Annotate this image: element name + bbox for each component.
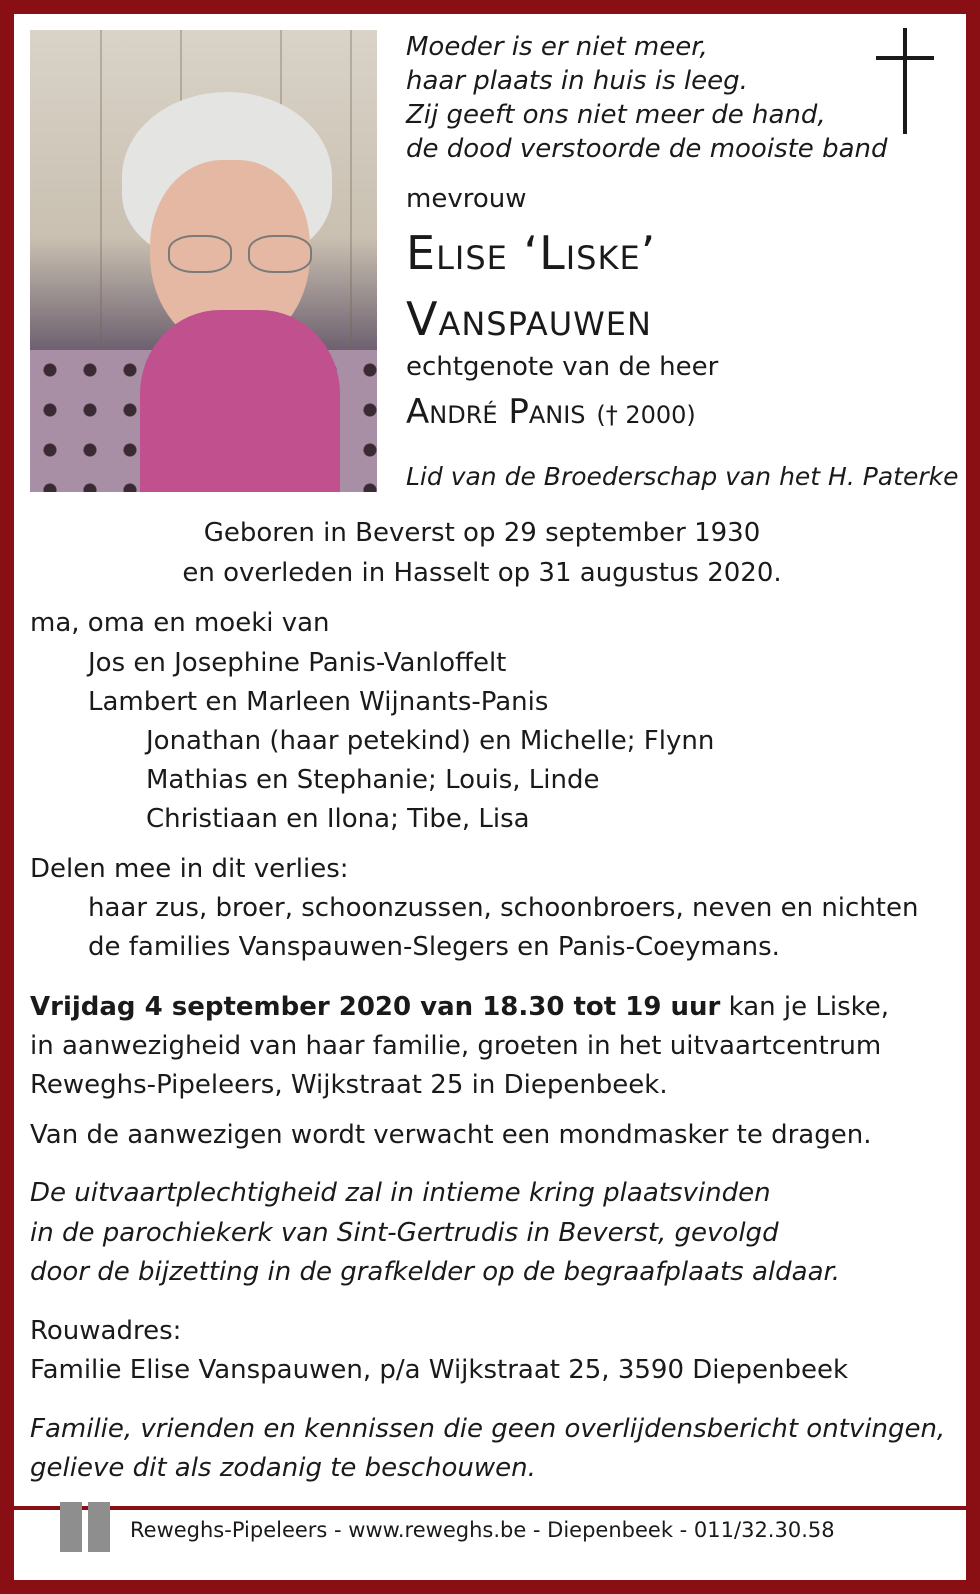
poem-line: Zij geeft ons niet meer de hand, (406, 100, 826, 130)
mask-note: Van de aanwezigen wordt verwacht een mondmasker te dragen. (30, 1120, 872, 1150)
membership: Lid van de Broederschap van het H. Paterke (406, 462, 959, 491)
funeral-home-logo-icon (88, 1502, 110, 1552)
spouse-died: († 2000) (596, 401, 696, 429)
spouse-name-text: André Panis (406, 392, 586, 432)
visitation-date: Vrijdag 4 september 2020 van 18.30 tot 19 uur (30, 992, 721, 1022)
address-label: Rouwadres: (30, 1316, 182, 1346)
family-child: Lambert en Marleen Wijnants-Panis (88, 687, 549, 717)
visitation-line: Reweghs-Pipeleers, Wijkstraat 25 in Diepenbeek. (30, 1070, 668, 1100)
ceremony-line: door de bijzetting in de grafkelder op de begraafplaats aldaar. (30, 1257, 841, 1287)
ceremony-line: De uitvaartplechtigheid zal in intieme kring plaatsvinden (30, 1178, 771, 1208)
deceased-name-last: Vanspauwen (406, 292, 652, 346)
salutation: mevrouw (406, 184, 527, 214)
footer-contact: Reweghs-Pipeleers - www.reweghs.be - Diepenbeek - 011/32.30.58 (130, 1518, 835, 1542)
funeral-home-logo-icon (60, 1502, 82, 1552)
cross-icon (876, 28, 934, 134)
death-line: en overleden in Hasselt op 31 augustus 2020. (182, 558, 782, 588)
address-value: Familie Elise Vanspauwen, p/a Wijkstraat 25, 3590 Diepenbeek (30, 1355, 849, 1385)
share-line: de families Vanspauwen-Slegers en Panis-Coeymans. (88, 932, 780, 962)
family-child: Jos en Josephine Panis-Vanloffelt (88, 648, 507, 678)
poem-line: de dood verstoorde de mooiste band (406, 134, 888, 164)
closing-line: gelieve dit als zodanig te beschouwen. (30, 1453, 536, 1483)
family-grandchild: Jonathan (haar petekind) en Michelle; Flynn (146, 726, 715, 756)
poem (406, 30, 888, 166)
birth-line: Geboren in Beverst op 29 september 1930 (203, 518, 761, 548)
poem-line: Moeder is er niet meer, (406, 32, 708, 62)
ceremony-line: in de parochiekerk van Sint-Gertrudis in Beverst, gevolgd (30, 1218, 779, 1248)
visitation-line (30, 992, 889, 1022)
visitation-line: in aanwezigheid van haar familie, groeten in het uitvaartcentrum (30, 1031, 882, 1061)
poem-line: haar plaats in huis is leeg. (406, 66, 748, 96)
closing-line: Familie, vrienden en kennissen die geen overlijdensbericht ontvingen, (30, 1414, 946, 1444)
deceased-name-first: Elise ‘Liske’ (406, 226, 657, 280)
spouse-name (406, 392, 696, 432)
footer-divider (14, 1506, 966, 1510)
family-grandchild: Mathias en Stephanie; Louis, Linde (146, 765, 600, 795)
spouse-intro: echtgenote van de heer (406, 352, 719, 382)
family-intro: ma, oma en moeki van (30, 608, 330, 638)
visitation-rest: kan je Liske, (720, 992, 890, 1022)
portrait-photo (30, 30, 377, 492)
share-intro: Delen mee in dit verlies: (30, 854, 349, 884)
share-line: haar zus, broer, schoonzussen, schoonbroers, neven en nichten (88, 893, 919, 923)
family-grandchild: Christiaan en Ilona; Tibe, Lisa (146, 804, 530, 834)
